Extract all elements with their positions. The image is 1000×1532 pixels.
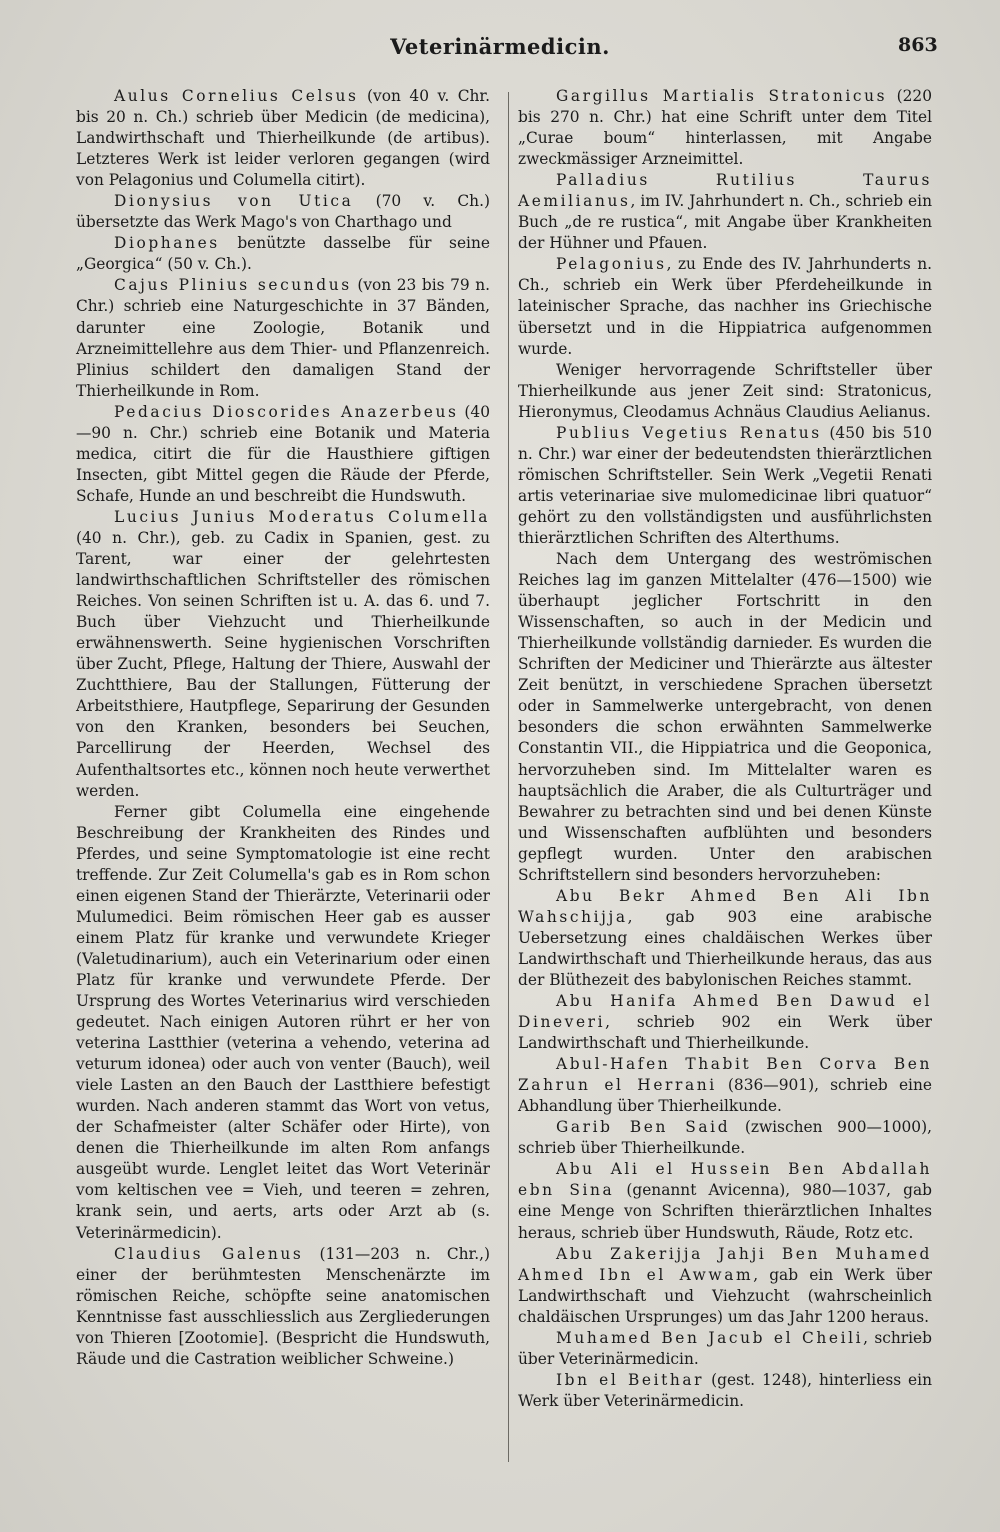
- column-divider: [508, 92, 509, 1462]
- person-name: Pedacius Dioscorides Anazerbeus: [114, 402, 459, 421]
- running-header: Veterinärmedicin.: [390, 34, 610, 59]
- paragraph: [76, 507, 490, 802]
- person-name: Gargillus Martialis Stratonicus: [556, 87, 888, 105]
- paragraph: [518, 1328, 932, 1370]
- paragraph: [518, 170, 932, 254]
- paragraph: [76, 802, 490, 1244]
- person-name: Lucius Junius Moderatus Columella: [114, 507, 490, 526]
- person-name: Diophanes: [114, 234, 220, 253]
- paragraph-text: Nach dem Untergang des weströmischen Reiches lag im ganzen Mittelalter (476—1500) wie überhaupt jeglicher Fortschritt in den Wissenschaften, so auch in der Medicin und Thierheilkunde vollständig darnieder. Es wurden die Schriften der Mediciner und Thierärzte aus ältester Zeit benützt, in verschiedene Sprachen übersetzt oder in Sammelwerke untergebracht, von denen besonders die schon erwähnten Sammelwerke Constantin VII., die Hippiatrica und die Geoponica, hervorzuheben sind. Im Mittelalter waren es hauptsächlich die Araber, die als Culturträger und Bewahrer zu betrachten sind und bei denen Künste und Wissenschaften aufblühten und besonders gepflegt wurden. Unter den arabischen Schriftstellern sind besonders hervorzuheben:: [518, 550, 932, 884]
- person-name: Abu Zakerijja Jahji Ben Muhamed Ahmed Ibn el Awwam: [518, 1244, 932, 1284]
- paragraph-text: benützte dasselbe für seine „Georgica“ (50 v. Ch.).: [76, 234, 490, 274]
- paragraph-text: (von 23 bis 79 n. Chr.) schrieb eine Naturgeschichte in 37 Bänden, darunter eine Zoologie, Botanik und Arzneimittellehre aus dem Thier- und Pflanzenreich. Plinius schildert den damaligen Stand der Thierheilkunde in Rom.: [76, 276, 491, 400]
- paragraph: [76, 402, 490, 507]
- person-name: Ibn el Beithar: [556, 1370, 705, 1389]
- right-column: [518, 86, 932, 1412]
- paragraph: [518, 423, 932, 549]
- paragraph-text: (genannt Avicenna), 980—1037, gab eine Menge von Schriften thierärztlichen Inhaltes heraus, schrieb über Hundswuth, Räude, Rotz etc.: [518, 1181, 932, 1242]
- person-name: Garib Ben Said: [556, 1118, 731, 1137]
- paragraph-text: (zwischen 900—1000), schrieb über Thierheilkunde.: [518, 1118, 932, 1158]
- paragraph-text: (836—901), schrieb eine Abhandlung über Thierheilkunde.: [518, 1076, 932, 1116]
- paragraph: [76, 1244, 490, 1370]
- person-name: Muhamed Ben Jacub el Cheili: [556, 1328, 864, 1347]
- page-number: 863: [898, 34, 938, 56]
- person-name: Pelagonius: [556, 255, 667, 274]
- paragraph: [518, 549, 932, 886]
- person-name: Publius Vegetius Renatus: [556, 423, 822, 442]
- paragraph: [518, 1370, 932, 1412]
- paragraph-text: , schrieb über Veterinärmedicin.: [518, 1328, 932, 1368]
- paragraph-text: Ferner gibt Columella eine eingehende Beschreibung der Krankheiten des Rindes und Pferdes, und seine Symptomatologie ist eine recht treffende. Zur Zeit Columella's gab es in Rom schon einen eigenen Stand der Thierärzte, Veterinarii oder Mulumedici. Beim römischen Heer gab es ausser einem Platz für kranke und verwundete Krieger (Valetudinarium), auch ein Veterinarium oder einen Platz für kranke und verwundete Pferde. Der Ursprung des Wortes Veterinarius wird verschieden gedeutet. Nach einigen Autoren rührt er her von veterina Lastthier (veterina a vehendo, veterina ad veturum idonea) oder auch von venter (Bauch), weil viele Lasten an den Bauch der Lastthiere befestigt wurden. Nach anderen stammt das Wort von vetus, der Schafmeister (alter Schäfer oder Hirte), von denen die Thierheilkunde im alten Rom anfangs ausgeübt wurde. Lenglet leitet das Wort Veterinär vom keltischen vee = Vieh, und teeren = zehren, krank sein, und aerts, arts oder Arzt ab (s. Veterinärmedicin).: [76, 802, 490, 1242]
- paragraph-text: (450 bis 510 n. Chr.) war einer der bedeutendsten thierärztlichen römischen Schriftsteller. Sein Werk „Vegetii Renati artis veterinariae sive mulomedicinae libri quatuor“ gehört zu den vollständigsten und ausführlichsten thierärztlichen Schriften des Alterthums.: [518, 423, 932, 547]
- person-name: Abu Hanifa Ahmed Ben Dawud el Dineveri: [518, 992, 932, 1032]
- paragraph-text: Weniger hervorragende Schriftsteller über Thierheilkunde aus jener Zeit sind: Stratonicus, Hieronymus, Cleodamus Achnäus Claudius Aelianus.: [518, 360, 932, 421]
- paragraph: [518, 360, 932, 423]
- paragraph: [518, 1159, 932, 1243]
- paragraph-text: (40—90 n. Chr.) schrieb eine Botanik und Materia medica, citirt die für die Hausthiere giftigen Insecten, gibt Mittel gegen die Räude der Pferde, Schafe, Hunde an und beschreibt die Hundswuth.: [76, 402, 490, 505]
- paragraph-text: (131—203 n. Chr.,) einer der berühmtesten Menschenärzte im römischen Reiche, schöpfte seine anatomischen Kenntnisse fast ausschliesslich aus Zergliederungen von Thieren [Zootomie]. (Bespricht die Hundswuth, Räude und die Castration weiblicher Schweine.): [76, 1244, 490, 1368]
- paragraph-text: , gab 903 eine arabische Uebersetzung eines chaldäischen Werkes über Landwirthschaft und Thierheilkunde heraus, das aus der Blüthezeit des babylonischen Reiches stammt.: [518, 907, 932, 989]
- paragraph: [518, 254, 932, 359]
- person-name: Abu Bekr Ahmed Ben Ali Ibn Wahschijja: [518, 886, 932, 926]
- paragraph: [518, 1054, 932, 1117]
- paragraph: [76, 275, 490, 401]
- paragraph: [518, 1244, 932, 1328]
- paragraph-text: (40 n. Chr.), geb. zu Cadix in Spanien, gest. zu Tarent, war einer der gelehrtesten landwirthschaftlichen Schriftsteller des römischen Reiches. Von seinen Schriften ist u. A. das 6. und 7. Buch über Viehzucht und Thierheilkunde erwähnenswerth. Seine hygienischen Vorschriften über Zucht, Pflege, Haltung der Thiere, Auswahl der Zuchtthiere, Bau der Stallungen, Fütterung der Arbeitsthiere, Hautpflege, Separirung der Gesunden von den Kranken, besonders bei Seuchen, Parcellirung der Heerden, Wechsel des Aufenthaltsortes etc., können noch heute verwerthet werden.: [76, 528, 490, 800]
- left-column: [76, 86, 490, 1370]
- paragraph-text: , schrieb 902 ein Werk über Landwirthschaft und Thierheilkunde.: [518, 1013, 932, 1053]
- person-name: Dionysius von Utica: [114, 192, 354, 211]
- paragraph-text: (70 v. Ch.) übersetzte das Werk Mago's von Charthago und: [76, 192, 490, 232]
- person-name: Aulus Cornelius Celsus: [114, 87, 359, 105]
- paragraph-text: (gest. 1248), hinterliess ein Werk über Veterinärmedicin.: [518, 1370, 933, 1410]
- person-name: Cajus Plinius secundus: [114, 276, 352, 295]
- paragraph-text: , zu Ende des IV. Jahrhunderts n. Ch., schrieb ein Werk über Pferdeheilkunde in lateinischer Sprache, das nachher ins Griechische übersetzt und in die Hippiatrica aufgenommen wurde.: [518, 255, 932, 358]
- paragraph: [518, 86, 932, 170]
- paragraph: [76, 191, 490, 233]
- paragraph-text: (von 40 v. Chr. bis 20 n. Ch.) schrieb über Medicin (de medicina), Landwirthschaft und Thierheilkunde (de artibus). Letzteres Werk ist leider verloren gegangen (wird von Pelagonius und Columella citirt).: [76, 87, 490, 190]
- paragraph: [76, 86, 490, 191]
- paragraph: [518, 886, 932, 991]
- paragraph-text: , im IV. Jahrhundert n. Ch., schrieb ein Buch „de re rustica“, mit Angabe über Krankheiten der Hühner und Pfauen.: [518, 192, 932, 253]
- paragraph: [76, 233, 490, 275]
- paragraph-text: (220 bis 270 n. Chr.) hat eine Schrift unter dem Titel „Curae boum“ hinterlassen, mit Angabe zweckmässiger Arzneimittel.: [518, 87, 932, 169]
- paragraph: [518, 1117, 932, 1159]
- person-name: Abu Ali el Hussein Ben Abdallah ebn Sina: [518, 1160, 932, 1200]
- person-name: Abul-Hafen Thabit Ben Corva Ben Zahrun el Herrani: [518, 1055, 932, 1095]
- person-name: Claudius Galenus: [114, 1244, 304, 1263]
- person-name: Palladius Rutilius Taurus Aemilianus: [518, 171, 932, 211]
- paragraph: [518, 991, 932, 1054]
- paragraph-text: , gab ein Werk über Landwirthschaft und Viehzucht (wahrscheinlich chaldäischen Ursprunges) um das Jahr 1200 heraus.: [518, 1265, 932, 1326]
